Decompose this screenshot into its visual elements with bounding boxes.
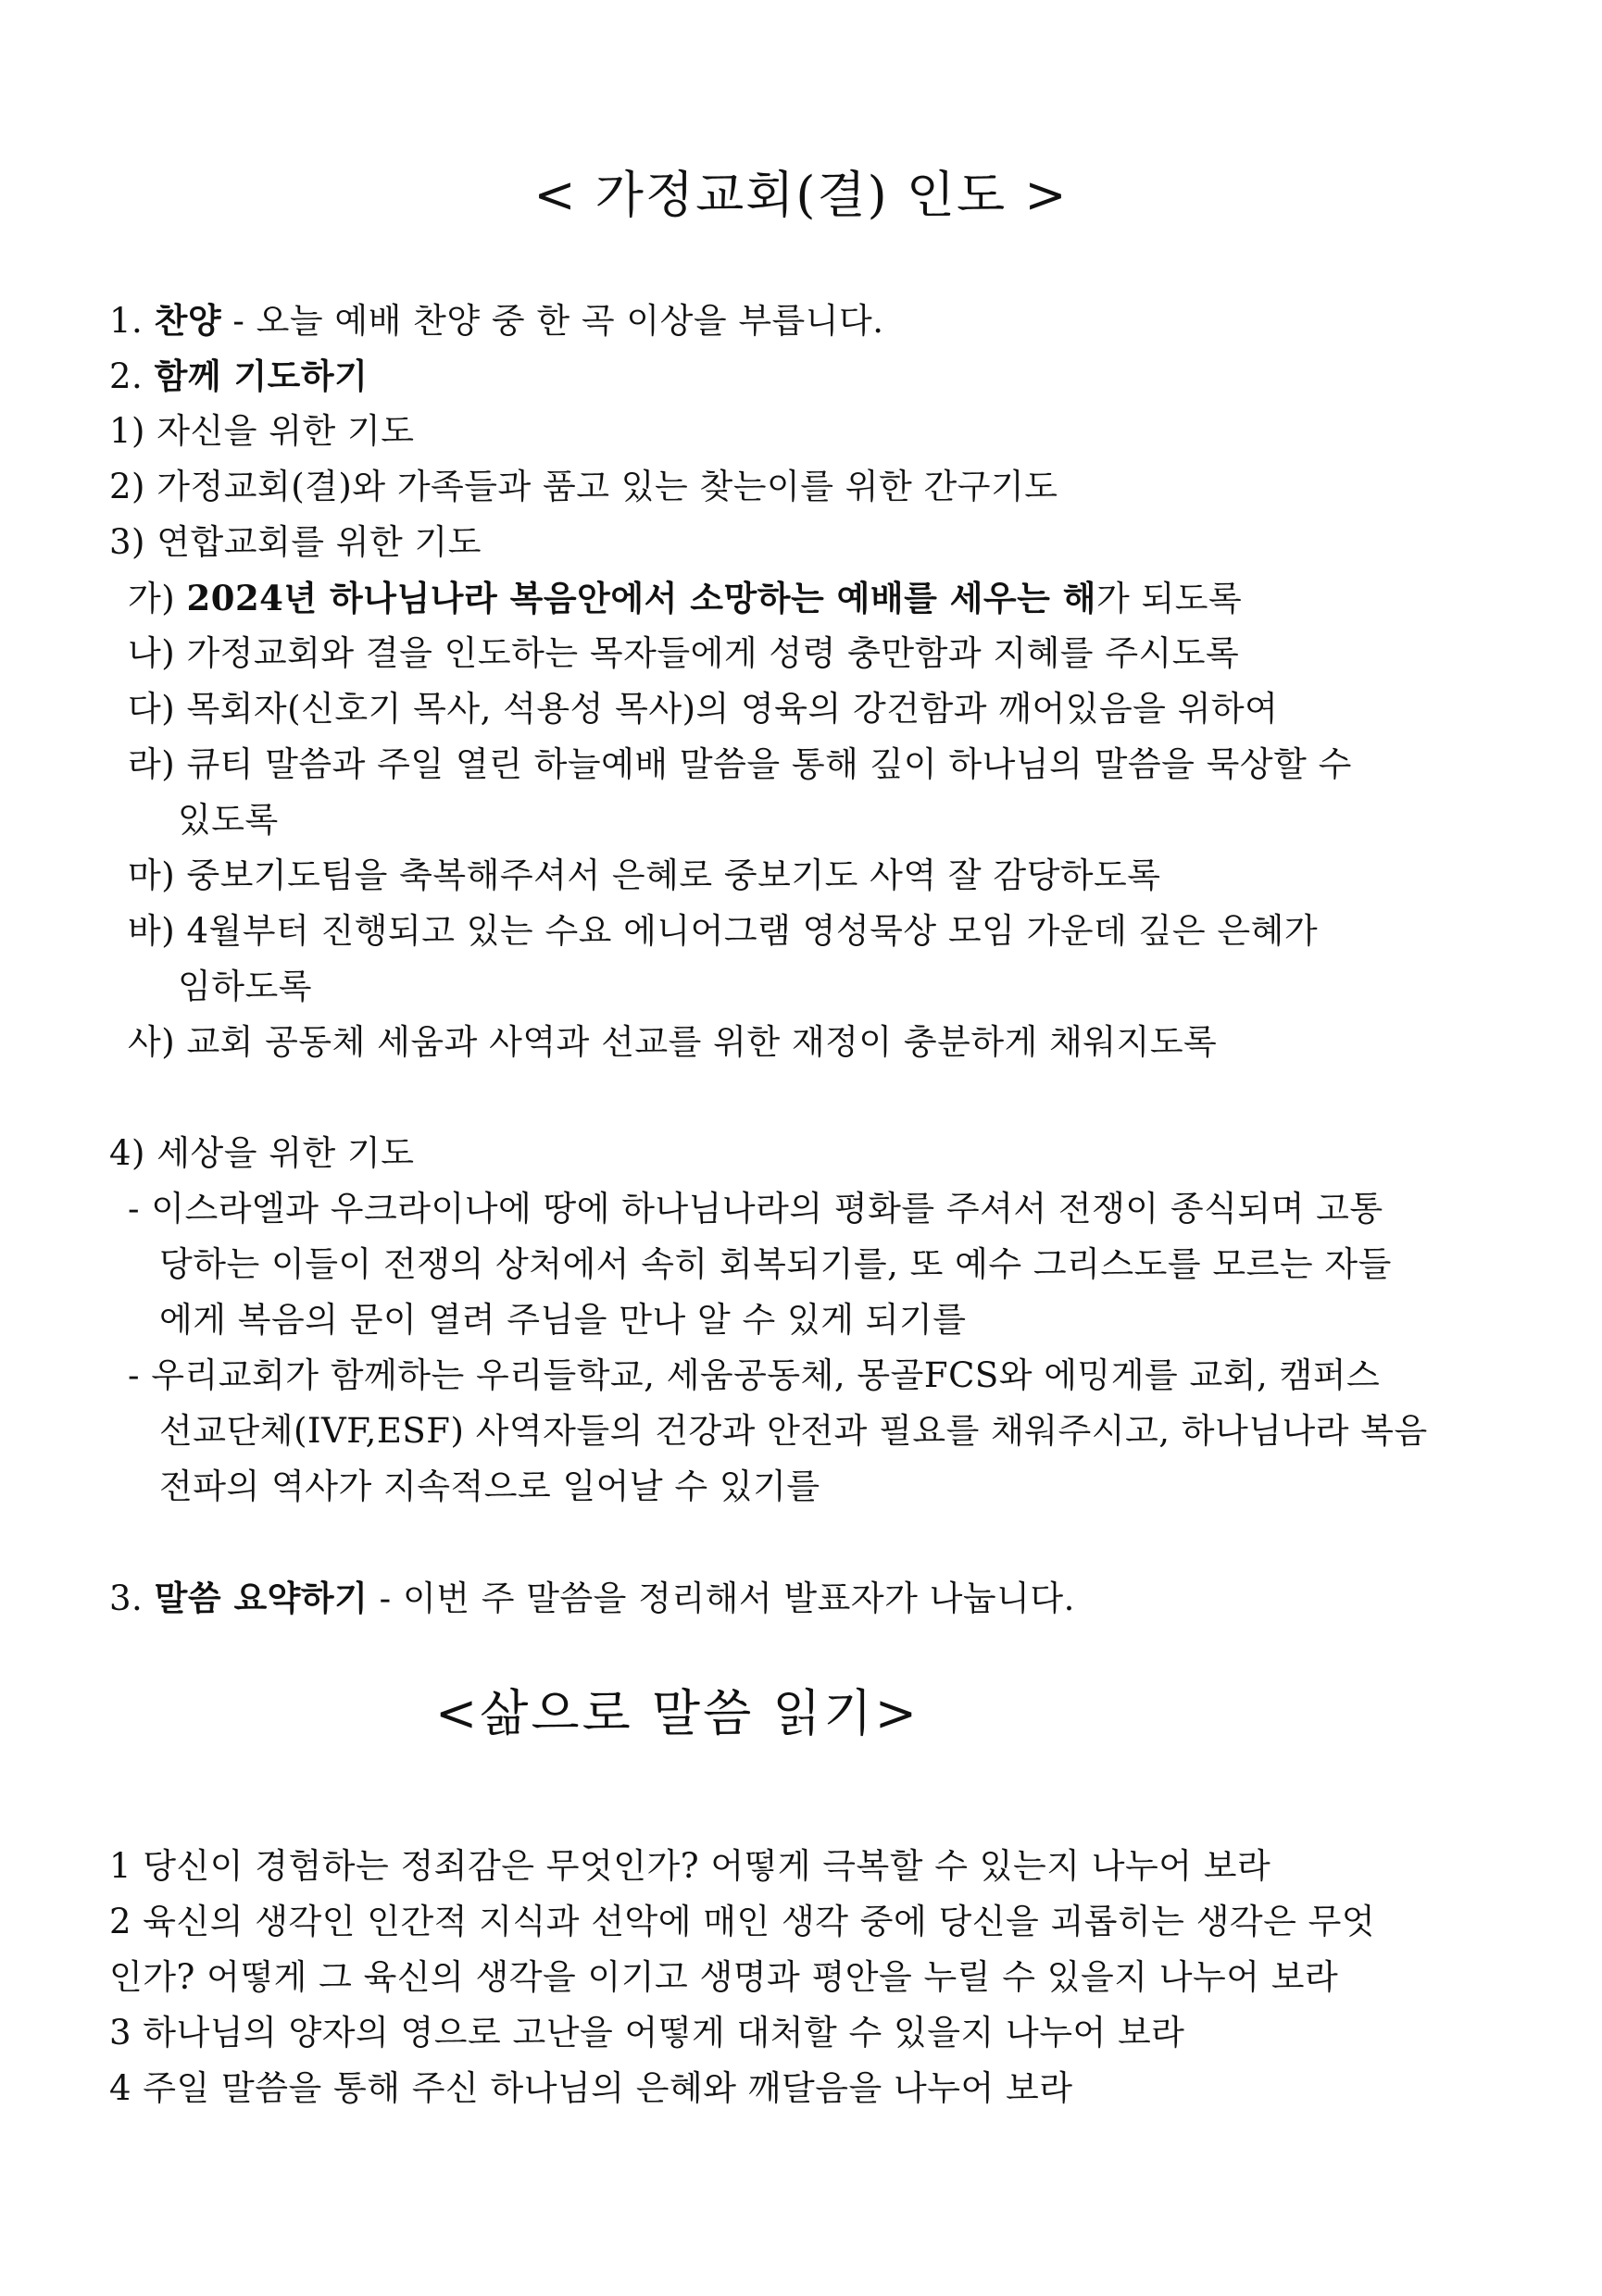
world-item-1: - 이스라엘과 우크라이나에 땅에 하나님나라의 평화를 주셔서 전쟁이 종식되며 고통 [128,1189,1383,1229]
world-item-2-cont: 전파의 역사가 지속적으로 일어날 수 있기를 [159,1466,820,1506]
church-item-da: 다) 목회자(신호기 목사, 석용성 목사)의 영육의 강건함과 깨어있음을 위하여 [128,689,1279,729]
item-label: 말씀 요약하기 [154,1578,369,1618]
item-number: 1. [109,301,155,341]
world-item-1-cont: 당하는 이들이 전쟁의 상처에서 속히 회복되기를, 또 예수 그리스도를 모르는 자들 [159,1244,1392,1284]
question-4: 4 주일 말씀을 통해 주신 하나님의 은혜와 깨달음을 나누어 보라 [109,2068,1073,2108]
church-item-ma: 마) 중보기도팀을 축복해주셔서 은혜로 중보기도 사역 잘 감당하도록 [128,855,1161,895]
church-item-ra: 라) 큐티 말씀과 주일 열린 하늘예배 말씀을 통해 깊이 하나님의 말씀을 묵상할 수 [128,744,1352,784]
church-item-na: 나) 가정교회와 결을 인도하는 목자들에게 성령 충만함과 지혜를 주시도록 [128,633,1240,673]
item-label: 찬양 [154,300,222,341]
item-number: 2. [109,356,155,396]
question-2-cont: 인가? 어떻게 그 육신의 생각을 이기고 생명과 평안을 누릴 수 있을지 나누어 보라 [109,1957,1339,1997]
church-item-ba: 바) 4월부터 진행되고 있는 수요 에니어그램 영성묵상 모임 가운데 깊은 은혜가 [128,911,1319,951]
item-text: 가 되도록 [1096,579,1243,618]
world-item-2: - 우리교회가 함께하는 우리들학교, 세움공동체, 몽골FCS와 에밍게를 교회, 캠퍼스 [128,1355,1381,1395]
item-prefix: 가) [128,579,187,618]
item-praise [109,293,884,349]
world-item-1-cont: 에게 복음의 문이 열려 주님을 만나 알 수 있게 되기를 [159,1300,967,1340]
prayer-church: 3) 연합교회를 위한 기도 [109,522,482,562]
world-item-2-cont: 선교단체(IVF,ESF) 사역자들의 건강과 안전과 필요를 채워주시고, 하나님나라 복음 [159,1411,1428,1451]
prayer-world: 4) 세상을 위한 기도 [109,1133,415,1173]
prayer-family: 2) 가정교회(결)와 가족들과 품고 있는 찾는이를 위한 간구기도 [109,467,1058,506]
item-number: 3. [109,1578,155,1618]
item-prayer-heading [109,348,368,405]
church-item-ga [128,570,1242,627]
item-bold-text: 2024년 하나님나라 복음안에서 소망하는 예배를 세우는 해 [186,578,1097,618]
church-item-ra-cont: 있도록 [178,800,279,840]
question-2: 2 육신의 생각인 인간적 지식과 선악에 매인 생각 중에 당신을 괴롭히는 생각은 무엇 [109,1902,1376,1941]
item-text: - 오늘 예배 찬양 중 한 곡 이상을 부릅니다. [221,301,884,341]
item-summary [109,1570,1075,1627]
item-text: - 이번 주 말씀을 정리해서 발표자가 나눕니다. [368,1578,1075,1618]
church-item-sa: 사) 교회 공동체 세움과 사역과 선교를 위한 재정이 충분하게 채워지도록 [128,1022,1218,1062]
item-label: 함께 기도하기 [154,356,369,396]
section-title: <삶으로 말씀 읽기> [435,1684,920,1742]
question-3: 3 하나님의 양자의 영으로 고난을 어떻게 대처할 수 있을지 나누어 보라 [109,2013,1185,2053]
question-1: 1 당신이 경험하는 정죄감은 무엇인가? 어떻게 극복할 수 있는지 나누어 보라 [109,1846,1271,1886]
church-item-ba-cont: 임하도록 [178,967,312,1006]
page-title: < 가정교회(결) 인도 > [533,166,1069,224]
prayer-self: 1) 자신을 위한 기도 [109,411,415,451]
